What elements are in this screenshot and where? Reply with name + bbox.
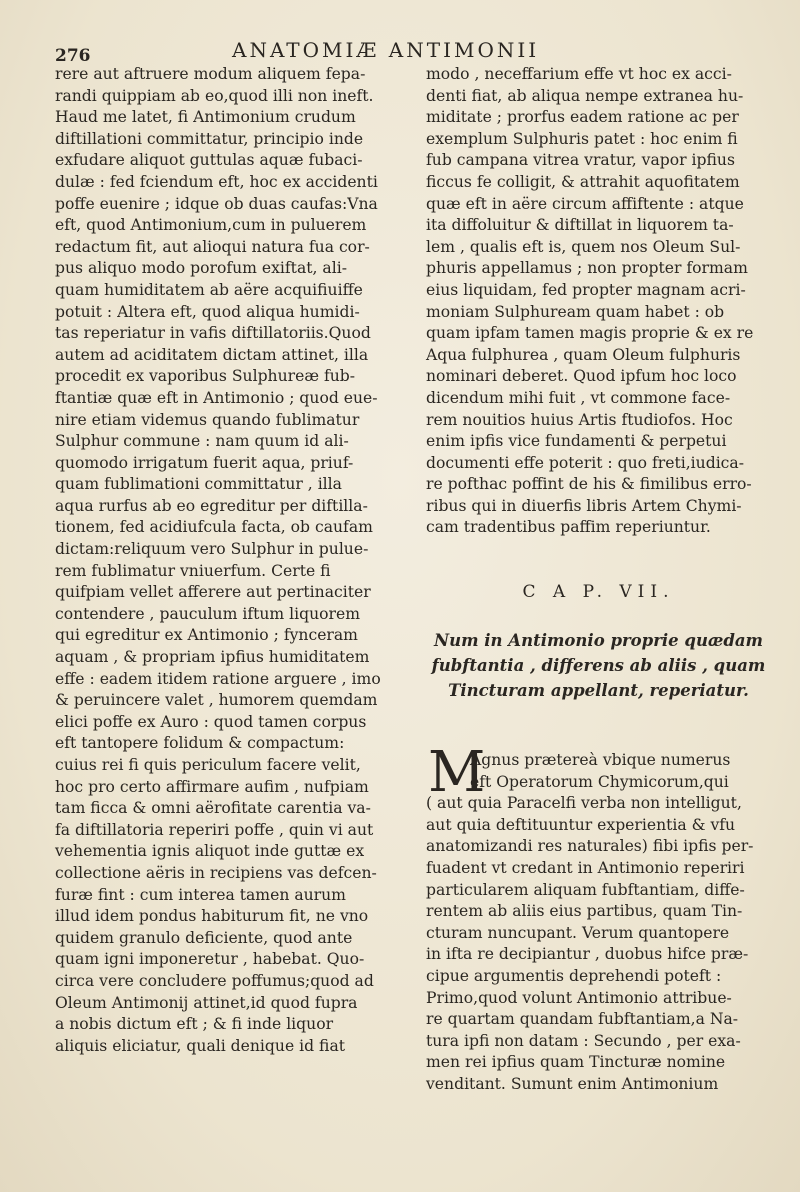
text-line: cturam nuncupant. Verum quantopere — [426, 923, 730, 942]
text-line: hoc pro certo affirmare aufim , nufpiam — [55, 777, 369, 796]
text-line: cam tradentibus paffim reperiuntur. — [426, 518, 711, 537]
text-line: rentem ab aliis eius partibus, quam Tin- — [426, 902, 743, 921]
text-line: re pofthac poffint de his & fimilibus erro- — [426, 475, 752, 494]
text-line: quæ eft in aëre circum affiftente : atque — [426, 194, 744, 213]
text-line: moniam Sulphuream quam habet : ob — [426, 302, 725, 321]
text-line: & peruincere valet , humorem quemdam — [55, 691, 378, 710]
text-line: dicendum mihi fuit , vt commone face- — [426, 388, 731, 407]
text-line: quam ipfam tamen magis proprie & ex re — [426, 324, 754, 343]
text-line: ftantiæ quæ eft in Antimonio ; quod eue- — [55, 388, 378, 407]
text-line: redactum fit, aut alioqui natura fua cor- — [55, 237, 370, 256]
text-line: circa vere concludere poffumus;quod ad — [55, 971, 374, 990]
chapter-title-line: Tincturam appellant, reperiatur. — [448, 681, 749, 700]
text-line: fa diftillatoria reperiri poffe , quin vi aut — [55, 820, 374, 839]
text-line: rem nouitios huius Artis ftudiofos. Hoc — [426, 410, 733, 429]
text-line: procedit ex vaporibus Sulphureæ fub- — [55, 367, 356, 386]
running-title: ANATOMIÆ ANTIMONII — [232, 38, 540, 62]
text-line: ficcus fe colligit, & attrahit aquofitatem — [426, 172, 740, 191]
text-line: particularem aliquam fubftantiam, diffe- — [426, 880, 745, 899]
text-line: documenti effe poterit : quo freti,iudica- — [426, 453, 744, 472]
drop-cap: M — [428, 740, 486, 805]
text-line: cipue argumentis deprehendi poteft : — [426, 966, 722, 985]
text-line: men rei ipfius quam Tincturæ nomine — [426, 1053, 726, 1072]
text-line: furæ fint : cum interea tamen aurum — [55, 885, 346, 904]
text-line: Agnus prætereà vbique numerus — [470, 751, 731, 769]
text-line: aquam , & propriam ipfius humiditatem — [55, 648, 370, 667]
text-line: ribus qui in diuerfis libris Artem Chymi- — [426, 496, 742, 515]
text-line: quam humiditatem ab aëre acquifiuiffe — [55, 280, 363, 299]
text-line: potuit : Altera eft, quod aliqua humidi- — [55, 302, 360, 321]
text-line: illud idem pondus habiturum fit, ne vno — [55, 907, 369, 926]
text-line: phuris appellamus ; non propter formam — [426, 259, 748, 278]
text-line: eius liquidam, fed propter magnam acri- — [426, 280, 746, 299]
text-line: eft, quod Antimonium,cum in puluerem — [55, 216, 367, 235]
text-line: aqua rurfus ab eo egreditur per diftilla- — [55, 496, 368, 515]
text-line: pus aliquo modo porofum exiftat, ali- — [55, 259, 347, 278]
text-line: re quartam quandam fubftantiam,a Na- — [426, 1010, 739, 1029]
right-column-bottom — [426, 740, 771, 1096]
text-line: elici poffe ex Auro : quod tamen corpus — [55, 712, 367, 731]
text-line: rem fublimatur vniuerfum. Certe fi — [55, 561, 331, 580]
text-line: diftillationi committatur, principio inde — [55, 129, 364, 148]
left-column — [55, 64, 411, 1057]
text-line: tam ficca & omni aërofitate carentia va- — [55, 799, 371, 818]
text-line: denti fiat, ab aliqua nempe extranea hu- — [426, 86, 744, 105]
text-line: qui egreditur ex Antimonio ; fynceram — [55, 626, 358, 645]
text-line: a nobis dictum eft ; & fi inde liquor — [55, 1015, 334, 1034]
text-line: fuadent vt credant in Antimonio reperiri — [426, 858, 745, 877]
text-line: lem , qualis eft is, quem nos Oleum Sul- — [426, 237, 741, 256]
text-line: aliquis eliciatur, quali denique id fiat — [55, 1036, 346, 1055]
text-line: effe : eadem itidem ratione arguere , imo — [55, 669, 381, 688]
text-line: cuius rei fi quis periculum facere velit, — [55, 756, 361, 774]
text-line: aut quia deftituuntur experientia & vfu — [426, 815, 736, 834]
text-line: eft Operatorum Chymicorum,qui — [470, 772, 729, 791]
text-line: Primo,quod volunt Antimonio attribue- — [426, 988, 732, 1007]
text-line: ita diffoluitur & diftillat in liquorem ta- — [426, 216, 734, 235]
text-line: miditate ; prorfus eadem ratione ac per — [426, 108, 739, 127]
text-line: enim ipfis vice fundamenti & perpetui — [426, 432, 727, 451]
text-line: tura ipfi non datam : Secundo , per exa- — [426, 1031, 741, 1050]
text-line: poffe euenire ; idque ob duas caufas:Vna — [55, 194, 378, 213]
text-line: venditant. Sumunt enim Antimonium — [426, 1074, 719, 1093]
text-line: ( aut quia Paracelfi verba non intelligut, — [426, 794, 742, 813]
text-line: quomodo irrigatum fuerit aqua, priuf- — [55, 453, 354, 472]
text-line: eft tantopere folidum & compactum: — [55, 734, 345, 753]
text-line: vehementia ignis aliquot inde guttæ ex — [55, 842, 365, 861]
text-line: rere aut aftruere modum aliquem fepa- — [55, 65, 366, 83]
text-line: quam igni imponeretur , habebat. Quo- — [55, 950, 365, 969]
chapter-title-line: Num in Antimonio proprie quædam — [433, 631, 764, 650]
text-line: fub campana vitrea vratur, vapor ipfius — [426, 151, 735, 170]
text-line: dulæ : fed fciendum eft, hoc ex accidenti — [55, 172, 378, 191]
text-line: Sulphur commune : nam quum id ali- — [55, 432, 349, 451]
text-line: collectione aëris in recipiens vas defcen- — [55, 863, 377, 882]
text-line: nominari deberet. Quod ipfum hoc loco — [426, 367, 737, 386]
text-line: anatomizandi res naturales) fibi ipfis per- — [426, 837, 754, 856]
text-line: quam fublimationi committatur , illa — [55, 475, 342, 494]
text-line: Haud me latet, fi Antimonium crudum — [55, 108, 356, 127]
text-line: quidem granulo deficiente, quod ante — [55, 928, 353, 947]
text-line: exemplum Sulphuris patet : hoc enim fi — [426, 129, 738, 148]
right-column-top — [426, 64, 771, 539]
text-line: exfudare aliquot guttulas aquæ fubaci- — [55, 151, 363, 170]
text-line: quifpiam vellet afferere aut pertinaciter — [55, 583, 371, 602]
chapter-title — [426, 628, 771, 703]
text-line: dictam:reliquum vero Sulphur in pulue- — [55, 540, 369, 559]
chapter-title-line: fubftantia , differens ab aliis , quam — [431, 656, 766, 675]
page-number: 276 — [55, 46, 91, 66]
text-line: randi quippiam ab eo,quod illi non ineft. — [55, 86, 374, 105]
text-line: contendere , pauculum iftum liquorem — [55, 604, 361, 623]
chapter-heading: C A P. VII. — [522, 582, 675, 602]
text-line: tionem, fed acidiufcula facta, ob caufam — [55, 518, 373, 537]
text-line: modo , neceffarium effe vt hoc ex acci- — [426, 65, 732, 83]
text-line: Aqua fulphurea , quam Oleum fulphuris — [426, 345, 741, 364]
text-line: in ifta re decipiantur , duobus hifce præ- — [426, 945, 749, 964]
text-line: autem ad aciditatem dictam attinet, illa — [55, 345, 369, 364]
text-line: tas reperiatur in vafis diftillatoriis.Quod — [55, 324, 371, 343]
text-line: Oleum Antimonij attinet,id quod fupra — [55, 993, 358, 1012]
text-line: nire etiam videmus quando fublimatur — [55, 410, 360, 429]
